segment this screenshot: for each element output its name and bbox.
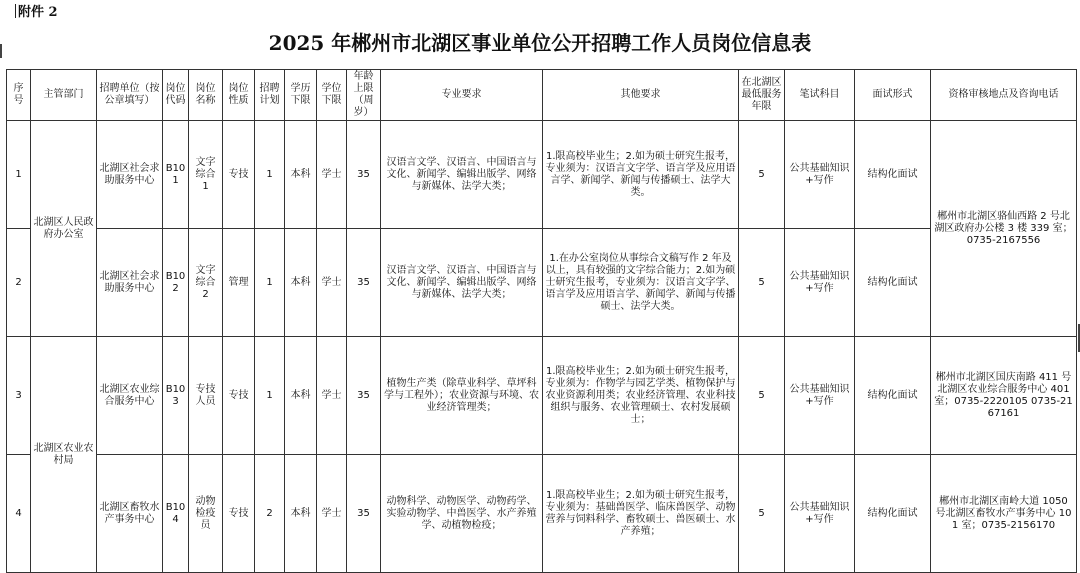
other-requirements-cell: 1.在办公室岗位从事综合文稿写作 2 年及以上，具有较强的文字综合能力；2.如为硕士研究生报考，专业须为：汉语言文字学、语言学及应用语言学、新闻学、新闻与传播硕士、法学大类。 [543,229,739,337]
position-name-cell: 文字综合 1 [189,121,223,229]
service-years-cell: 5 [739,229,785,337]
exam-cell: 公共基础知识+写作 [785,229,855,337]
service-years-cell: 5 [739,455,785,573]
header-cell: 主管部门 [31,70,97,121]
unit-cell: 北湖区社会求助服务中心 [97,121,163,229]
degree-cell: 学士 [317,229,347,337]
age-cell: 35 [347,455,381,573]
position-table [6,69,1077,573]
unit-cell: 北湖区畜牧水产事务中心 [97,455,163,573]
plan-cell: 2 [255,455,285,573]
age-cell: 35 [347,229,381,337]
education-cell: 本科 [285,121,317,229]
service-years-cell: 5 [739,337,785,455]
department-cell: 北湖区农业农村局 [31,337,97,573]
other-requirements-cell: 1.限高校毕业生；2.如为硕士研究生报考，专业须为：汉语言文字学、语言学及应用语言学、新闻学、新闻与传播硕士、法学大类。 [543,121,739,229]
nature-cell: 专技 [223,337,255,455]
interview-cell: 结构化面试 [855,455,931,573]
header-cell: 学位下限 [317,70,347,121]
page-title: 2025 年郴州市北湖区事业单位公开招聘工作人员岗位信息表 [268,31,812,55]
age-cell: 35 [347,121,381,229]
header-row [7,70,1077,121]
other-requirements-cell: 1.限高校毕业生；2.如为硕士研究生报考，专业须为：基础兽医学、临床兽医学、动物营养与饲料科学、畜牧硕士、兽医硕士、水产养殖； [543,455,739,573]
header-cell: 在北湖区最低服务年限 [739,70,785,121]
degree-cell: 学士 [317,455,347,573]
major-cell: 植物生产类（除草业科学、草坪科学与工程外）；农业资源与环境、农业经济管理类； [381,337,543,455]
nature-cell: 专技 [223,121,255,229]
unit-cell: 北湖区农业综合服务中心 [97,337,163,455]
degree-cell: 学士 [317,121,347,229]
nature-cell: 专技 [223,455,255,573]
header-cell: 岗位名称 [189,70,223,121]
row-number: 2 [7,229,31,337]
header-cell: 岗位代码 [163,70,189,121]
interview-cell: 结构化面试 [855,337,931,455]
header-cell: 岗位性质 [223,70,255,121]
service-years-cell: 5 [739,121,785,229]
attachment-mark [15,4,16,18]
position-name-cell: 专技人员 [189,337,223,455]
education-cell: 本科 [285,337,317,455]
header-cell: 资格审核地点及咨询电话 [931,70,1077,121]
position-name-cell: 文字综合 2 [189,229,223,337]
department-cell: 北湖区人民政府办公室 [31,121,97,337]
interview-cell: 结构化面试 [855,229,931,337]
row-number: 1 [7,121,31,229]
code-cell: B103 [163,337,189,455]
exam-cell: 公共基础知识+写作 [785,337,855,455]
age-cell: 35 [347,337,381,455]
code-cell: B102 [163,229,189,337]
header-cell: 面试形式 [855,70,931,121]
contact-cell: 郴州市北湖区南岭大道 1050 号北湖区畜牧水产事务中心 101 室；0735-2156170 [931,455,1077,573]
contact-cell: 郴州市北湖区骆仙西路 2 号北湖区政府办公楼 3 楼 339 室；0735-2167556 [931,121,1077,337]
exam-cell: 公共基础知识+写作 [785,121,855,229]
education-cell: 本科 [285,455,317,573]
attachment-label: 附件 2 [18,5,58,20]
header-cell: 学历下限 [285,70,317,121]
plan-cell: 1 [255,337,285,455]
code-cell: B104 [163,455,189,573]
interview-cell: 结构化面试 [855,121,931,229]
header-cell: 笔试科目 [785,70,855,121]
major-cell: 汉语言文学、汉语言、中国语言与文化、新闻学、编辑出版学、网络与新媒体、法学大类； [381,229,543,337]
table-row [7,337,1077,455]
header-cell: 其他要求 [543,70,739,121]
code-cell: B101 [163,121,189,229]
position-name-cell: 动物检疫员 [189,455,223,573]
unit-cell: 北湖区社会求助服务中心 [97,229,163,337]
header-cell: 专业要求 [381,70,543,121]
header-cell: 年龄上限（周岁） [347,70,381,121]
nature-cell: 管理 [223,229,255,337]
table-row [7,229,1077,337]
education-cell: 本科 [285,229,317,337]
table-row [7,455,1077,573]
major-cell: 动物科学、动物医学、动物药学、实验动物学、中兽医学、水产养殖学、动植物检疫； [381,455,543,573]
degree-cell: 学士 [317,337,347,455]
other-requirements-cell: 1.限高校毕业生；2.如为硕士研究生报考，专业须为：作物学与园艺学类、植物保护与农业资源利用类；农业经济管理、农业科技组织与服务、农业管理硕士、农村发展硕士； [543,337,739,455]
row-number: 3 [7,337,31,455]
plan-cell: 1 [255,229,285,337]
header-cell: 序号 [7,70,31,121]
table-row [7,121,1077,229]
plan-cell: 1 [255,121,285,229]
header-cell: 招聘单位（按公章填写） [97,70,163,121]
contact-cell: 郴州市北湖区国庆南路 411 号北湖区农业综合服务中心 401 室；0735-2220105 0735-2167161 [931,337,1077,455]
header-cell: 招聘计划 [255,70,285,121]
major-cell: 汉语言文学、汉语言、中国语言与文化、新闻学、编辑出版学、网络与新媒体、法学大类； [381,121,543,229]
row-number: 4 [7,455,31,573]
exam-cell: 公共基础知识+写作 [785,455,855,573]
